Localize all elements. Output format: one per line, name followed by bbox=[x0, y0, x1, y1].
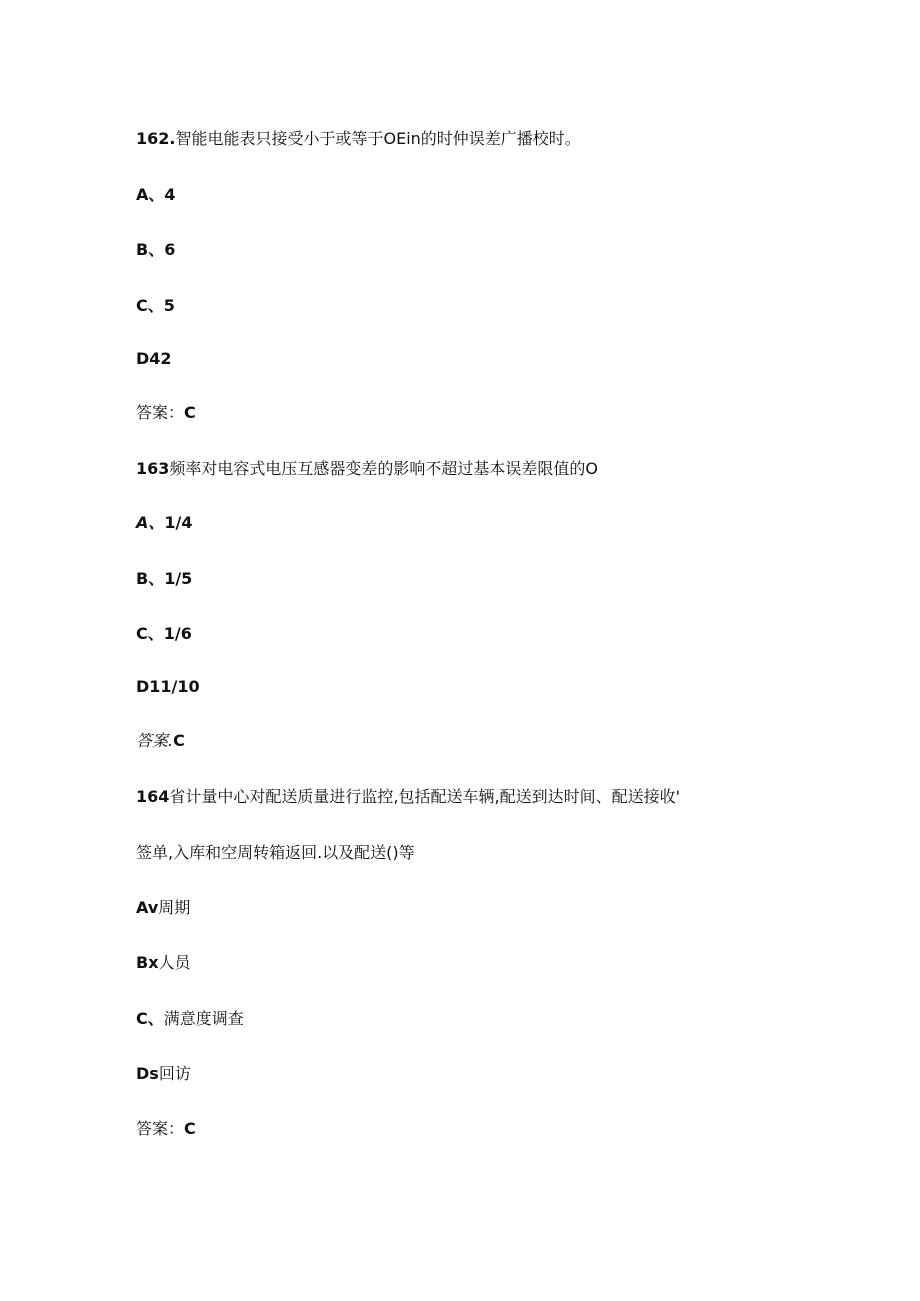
option-text: 4 bbox=[164, 185, 176, 204]
answer-value: C bbox=[184, 1119, 196, 1138]
option-letter: D1 bbox=[136, 677, 161, 696]
option-d bbox=[136, 349, 172, 369]
option-letter: B、 bbox=[136, 240, 165, 259]
answer-label: 答案： bbox=[136, 1119, 185, 1138]
option-letter: A、 bbox=[136, 185, 165, 204]
answer-label: 答案. bbox=[136, 731, 174, 750]
answer bbox=[136, 1119, 196, 1139]
option-text: 6 bbox=[164, 240, 176, 259]
option-letter: C、 bbox=[136, 296, 164, 315]
option-b bbox=[136, 953, 191, 973]
question-text: 频率对电容式电压互感器变差的影响不超过基本误差限值的O bbox=[169, 459, 599, 478]
option-a bbox=[136, 513, 193, 533]
option-text: 回访 bbox=[158, 1064, 191, 1083]
option-letter: C、 bbox=[136, 624, 164, 643]
option-b bbox=[136, 569, 192, 589]
option-text: 2 bbox=[160, 349, 172, 368]
option-letter: Av bbox=[136, 898, 159, 917]
question-163-stem bbox=[136, 459, 598, 479]
option-a bbox=[136, 898, 190, 918]
option-c bbox=[136, 1009, 244, 1029]
question-number: 164 bbox=[136, 787, 170, 806]
option-text: 1/5 bbox=[164, 569, 193, 588]
option-text: 人员 bbox=[158, 953, 191, 972]
option-a bbox=[136, 185, 176, 205]
option-text: 1/6 bbox=[163, 624, 192, 643]
option-b bbox=[136, 240, 175, 260]
answer-value: C bbox=[184, 403, 196, 422]
option-letter: Ds bbox=[136, 1064, 159, 1083]
option-d bbox=[136, 677, 200, 697]
option-letter: C、 bbox=[136, 1009, 164, 1028]
question-text: 省计量中心对配送质量进行监控,包括配送车辆,配送到达时间、配送接收' bbox=[169, 787, 680, 806]
answer bbox=[136, 731, 185, 751]
question-164-stem bbox=[136, 787, 680, 807]
option-text: 满意度调查 bbox=[163, 1009, 244, 1028]
option-d bbox=[136, 1064, 191, 1084]
option-letter: B、 bbox=[136, 569, 165, 588]
option-text: 1/10 bbox=[160, 677, 200, 696]
option-letter: D4 bbox=[136, 349, 161, 368]
answer-value: C bbox=[173, 731, 185, 750]
question-162-stem bbox=[136, 129, 581, 149]
option-c bbox=[136, 296, 175, 316]
option-letter: A、 bbox=[136, 513, 165, 532]
option-c bbox=[136, 624, 192, 644]
question-number: 163 bbox=[136, 459, 170, 478]
question-number: 162. bbox=[136, 129, 176, 148]
option-text: 5 bbox=[163, 296, 175, 315]
question-164-stem-continued: 签单,入库和空周转箱返回.以及配送()等 bbox=[136, 843, 415, 862]
option-letter: Bx bbox=[136, 953, 159, 972]
answer-label: 答案： bbox=[136, 403, 185, 422]
option-text: 周期 bbox=[158, 898, 191, 917]
option-text: 1/4 bbox=[164, 513, 193, 532]
answer bbox=[136, 403, 196, 423]
question-text: 智能电能表只接受小于或等于OEin的时仲误差广播校时。 bbox=[175, 129, 581, 148]
